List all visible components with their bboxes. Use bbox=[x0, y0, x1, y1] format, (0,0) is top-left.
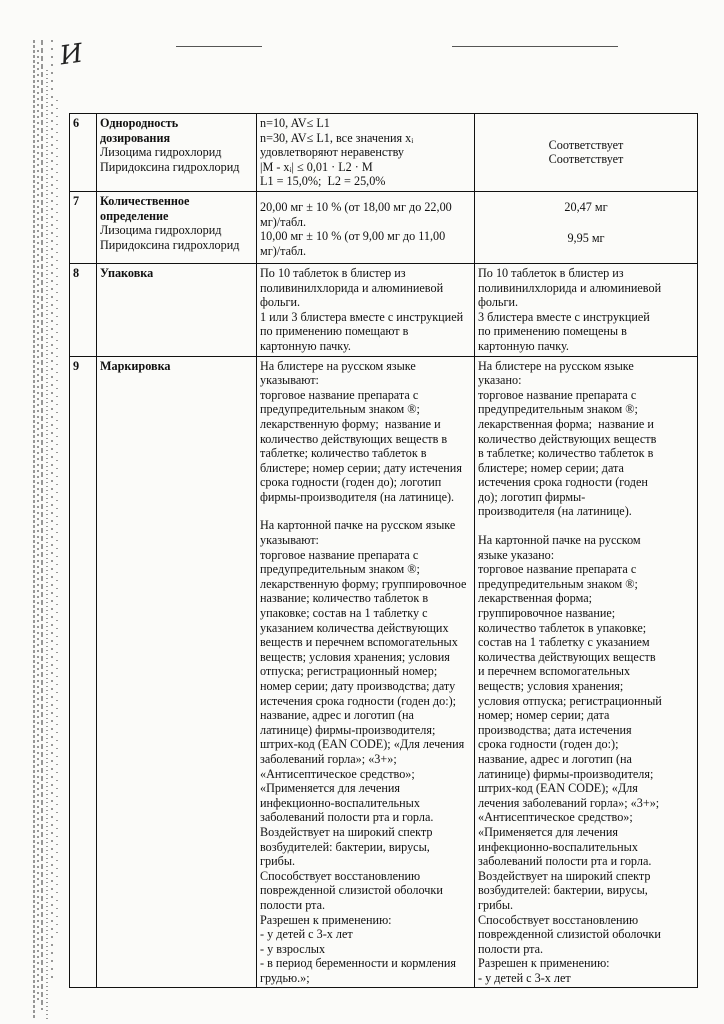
text-line: n=10, AV≤ L1 bbox=[260, 116, 330, 130]
text-line: полости рта. bbox=[478, 941, 544, 956]
parameter-title: определение bbox=[100, 208, 169, 223]
text-line: Разрешен к применению: bbox=[260, 912, 392, 927]
text-line: по применению помещены в bbox=[478, 324, 627, 339]
text-line: истечения срока годности (годен bbox=[478, 475, 648, 490]
text-line: номер; номер серии; дата bbox=[478, 708, 610, 723]
requirement-cell bbox=[257, 356, 475, 988]
specification-table bbox=[69, 113, 698, 988]
result-value: Соответствует bbox=[548, 152, 624, 167]
requirement-cell bbox=[257, 191, 475, 263]
table-row bbox=[70, 263, 698, 356]
text-line: указанием количества действующих bbox=[260, 620, 449, 635]
text-line: и перечнем вспомогательных bbox=[478, 664, 631, 679]
text-line: инфекционно-воспалительных bbox=[478, 839, 638, 854]
row-number: 9 bbox=[70, 356, 97, 988]
text-line: название, адрес и логотип (на bbox=[478, 751, 632, 766]
substance-name: Пиридоксина гидрохлорид bbox=[100, 237, 240, 252]
text-line: возбудителей: бактерии, вирусы, bbox=[260, 839, 430, 854]
text-line: состав на 1 таблетку с указанием bbox=[478, 635, 650, 650]
text-line: По 10 таблеток в блистер из bbox=[478, 265, 624, 280]
text-line: торговое название препарата с bbox=[260, 547, 419, 562]
result-cell bbox=[475, 263, 698, 356]
text-line: предупредительным знаком ®; bbox=[260, 562, 420, 577]
text-line: отпуска; регистрационный номер; bbox=[260, 664, 438, 679]
text-line: предупредительным знаком ®; bbox=[478, 576, 638, 591]
text-line: - в период беременности и кормления bbox=[260, 956, 456, 971]
text-line: указывают: bbox=[260, 373, 319, 388]
result-cell bbox=[475, 191, 698, 263]
table-row bbox=[70, 356, 698, 988]
text-line: штрих-код (EAN CODE); «Для лечения bbox=[260, 737, 465, 752]
parameter-title: Количественное bbox=[100, 193, 190, 208]
text-line: мг)/табл. bbox=[260, 243, 307, 258]
text-line: лекарственную форму; группировочное bbox=[260, 576, 467, 591]
requirement-cell bbox=[257, 263, 475, 356]
text-line: фольги. bbox=[478, 295, 519, 310]
text-line: лекарственная форма; название и bbox=[478, 416, 654, 431]
text-line: предупредительным знаком ®; bbox=[260, 402, 420, 417]
text-line: мг)/табл. bbox=[260, 214, 307, 229]
table-row bbox=[70, 191, 698, 263]
text-line: производства; дата истечения bbox=[478, 722, 632, 737]
text-line: картонную пачку. bbox=[260, 338, 351, 353]
parameter-title: Однородность bbox=[100, 116, 179, 130]
text-line: количество действующих веществ в bbox=[260, 431, 448, 446]
text-line: На картонной пачке на русском языке bbox=[260, 518, 456, 533]
text-line: количество таблеток в упаковке; bbox=[478, 620, 647, 635]
text-line: латинице) фирмы-производителя; bbox=[260, 722, 436, 737]
parameter-name bbox=[97, 114, 257, 192]
text-line: грибы. bbox=[260, 854, 296, 869]
text-line: до); логотип фирмы- bbox=[478, 489, 586, 504]
text-line: возбудителей: бактерии, вирусы, bbox=[478, 883, 648, 898]
text-line: 3 блистера вместе с инструкцией bbox=[478, 309, 650, 324]
parameter-name bbox=[97, 356, 257, 988]
row-number: 8 bbox=[70, 263, 97, 356]
text-line: поливинилхлорида и алюминиевой bbox=[260, 280, 444, 295]
text-line: срока годности (годен до); логотип bbox=[260, 475, 442, 490]
text-line: На блистере на русском языке bbox=[478, 358, 634, 373]
text-line: поврежденной слизистой оболочки bbox=[260, 883, 443, 898]
requirement-cell bbox=[257, 114, 475, 192]
text-line: фирмы-производителя (на латинице). bbox=[260, 489, 455, 504]
text-line: название, адрес и логотип (на bbox=[260, 708, 414, 723]
substance-name: Лизоцима гидрохлорид bbox=[100, 223, 222, 238]
result-cell bbox=[475, 114, 698, 192]
row-number: 6 bbox=[70, 114, 97, 192]
text-line: количество действующих веществ bbox=[478, 431, 657, 446]
text-line: название; количество таблеток в bbox=[260, 591, 429, 606]
parameter-title: дозирования bbox=[100, 130, 171, 145]
text-line: лекарственная форма; bbox=[478, 591, 592, 606]
text-line: блистере; номер серии; дату истечения bbox=[260, 460, 462, 475]
text-line: L1 = 15,0%; L2 = 25,0% bbox=[260, 174, 386, 189]
text-line: блистере; номер серии; дата bbox=[478, 460, 624, 475]
text-line: лекарственную форму; название и bbox=[260, 416, 441, 431]
text-line: предупредительным знаком ®; bbox=[478, 402, 638, 417]
text-line: По 10 таблеток в блистер из bbox=[260, 265, 406, 280]
text-line: На блистере на русском языке bbox=[260, 358, 416, 373]
row-number: 7 bbox=[70, 191, 97, 263]
text-line: поливинилхлорида и алюминиевой bbox=[478, 280, 662, 295]
text-line: «Антисептическое средство»; bbox=[478, 810, 633, 825]
text-line: срока годности (годен до:); bbox=[478, 737, 619, 752]
text-line: указано: bbox=[478, 373, 522, 388]
text-line: полости рта. bbox=[260, 897, 326, 912]
text-line: заболеваний горла»; «3+»; bbox=[260, 751, 397, 766]
result-cell bbox=[475, 356, 698, 988]
text-line: торговое название препарата с bbox=[260, 387, 419, 402]
text-line: по применению помещают в bbox=[260, 324, 409, 339]
text-line: Воздействует на широкий спектр bbox=[260, 824, 433, 839]
scan-edge-noise bbox=[28, 40, 66, 1020]
text-line: латинице) фирмы-производителя; bbox=[478, 766, 654, 781]
text-line: упаковке; состав на 1 таблетку с bbox=[260, 606, 428, 621]
text-line: Способствует восстановлению bbox=[260, 868, 421, 883]
substance-name: Пиридоксина гидрохлорид bbox=[100, 159, 240, 174]
text-line: веществ; условия хранения; условия bbox=[260, 649, 450, 664]
top-rule-right bbox=[452, 46, 618, 47]
text-line: грудью.»; bbox=[260, 970, 310, 985]
text-line: грибы. bbox=[478, 897, 514, 912]
text-line: лечения заболеваний горла»; «3+»; bbox=[478, 795, 660, 810]
text-line: 10,00 мг ± 10 % (от 9,00 мг до 11,00 bbox=[260, 229, 446, 244]
text-line: фольги. bbox=[260, 295, 301, 310]
text-line: номер серии; дату производства; дату bbox=[260, 679, 456, 693]
text-line: указывают: bbox=[260, 533, 319, 548]
text-line: «Антисептическое средство»; bbox=[260, 766, 415, 781]
text-line: языке указано: bbox=[478, 547, 555, 562]
substance-name: Лизоцима гидрохлорид bbox=[100, 145, 222, 160]
handwritten-mark: И bbox=[58, 38, 85, 72]
text-line: истечения срока годности (годен до:); bbox=[260, 693, 457, 708]
text-line: таблетке; количество таблеток в bbox=[260, 446, 427, 461]
text-line: производителя (на латинице). bbox=[478, 504, 632, 519]
text-line: картонную пачку. bbox=[478, 338, 569, 353]
text-line: Воздействует на широкий спектр bbox=[478, 868, 651, 883]
result-value: 20,47 мг bbox=[564, 199, 608, 214]
parameter-title: Маркировка bbox=[100, 358, 171, 373]
text-line: группировочное название; bbox=[478, 606, 616, 621]
text-line: - у детей с 3-х лет bbox=[260, 927, 353, 942]
text-line: Разрешен к применению: bbox=[478, 956, 610, 971]
text-line: веществ и перечнем вспомогательных bbox=[260, 635, 458, 650]
top-rule-left bbox=[176, 46, 262, 47]
text-line: n=30, AV≤ L1, все значения xᵢ bbox=[260, 130, 414, 145]
result-value: 9,95 мг bbox=[567, 230, 605, 245]
text-line: «Применяется для лечения bbox=[260, 781, 401, 796]
text-line: в таблетке; количество таблеток в bbox=[478, 446, 654, 461]
text-line: 1 или 3 блистера вместе с инструкцией bbox=[260, 309, 464, 324]
text-line: веществ; условия хранения; bbox=[478, 679, 624, 693]
text-line: поврежденной слизистой оболочки bbox=[478, 927, 661, 942]
text-line: Способствует восстановлению bbox=[478, 912, 639, 927]
text-line: |M - xᵢ| ≤ 0,01 · L2 · M bbox=[260, 159, 373, 174]
parameter-title: Упаковка bbox=[100, 265, 154, 280]
text-line: заболеваний полости рта и горла. bbox=[260, 810, 434, 825]
text-line: удовлетворяют неравенству bbox=[260, 145, 405, 160]
text-line: торговое название препарата с bbox=[478, 387, 637, 402]
text-line: условия отпуска; регистрационный bbox=[478, 693, 662, 708]
text-line: штрих-код (EAN CODE); «Для bbox=[478, 781, 638, 796]
result-value: Соответствует bbox=[548, 137, 624, 152]
text-line: На картонной пачке на русском bbox=[478, 533, 641, 548]
text-line: «Применяется для лечения bbox=[478, 824, 619, 839]
parameter-name bbox=[97, 191, 257, 263]
text-line: - у взрослых bbox=[260, 941, 326, 956]
text-line: заболеваний полости рта и горла. bbox=[478, 854, 652, 869]
text-line: 20,00 мг ± 10 % (от 18,00 мг до 22,00 bbox=[260, 199, 452, 214]
text-line: - у детей с 3-х лет bbox=[478, 970, 571, 985]
parameter-name bbox=[97, 263, 257, 356]
text-line: количества действующих веществ bbox=[478, 649, 656, 664]
table-row bbox=[70, 114, 698, 192]
text-line: торговое название препарата с bbox=[478, 562, 637, 577]
text-line: инфекционно-воспалительных bbox=[260, 795, 420, 810]
